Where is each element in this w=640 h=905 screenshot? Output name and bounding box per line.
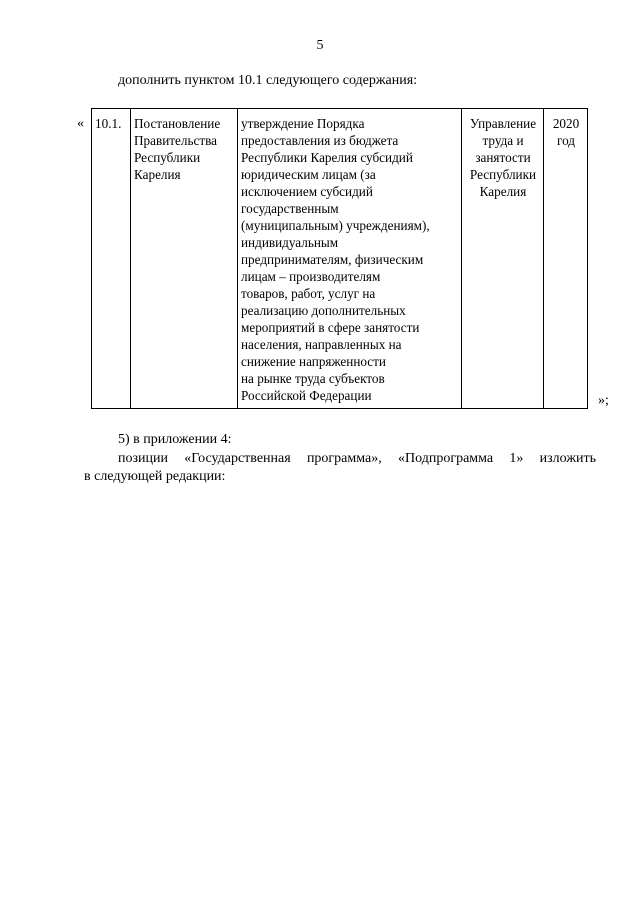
- description-line: товаров, работ, услуг на: [241, 286, 376, 301]
- description-line: государственным: [241, 201, 339, 216]
- deadline-line: год: [556, 133, 575, 148]
- executor-cell: [462, 109, 544, 409]
- description-line: лицам – производителям: [241, 269, 381, 284]
- item-number-cell: 10.1.: [92, 109, 131, 409]
- executor-line: Республики: [469, 167, 537, 182]
- description-line: предоставления из бюджета: [241, 133, 399, 148]
- executor-line: Управление: [469, 116, 537, 131]
- executor-line: Карелия: [479, 184, 527, 199]
- description-line: населения, направленных на: [241, 337, 402, 352]
- description-line: исключением субсидий: [241, 184, 373, 199]
- table-row: [92, 109, 588, 409]
- document-type-line: Правительства: [134, 133, 217, 148]
- description-line: реализацию дополнительных: [241, 303, 406, 318]
- description-line: на рынке труда субъектов: [241, 371, 385, 386]
- opening-quote: «: [77, 116, 84, 131]
- positions-paragraph-line: позиции «Государственная программа», «Подпрограмма 1» изложить: [118, 451, 596, 466]
- description-line: снижение напряженности: [241, 354, 386, 369]
- description-line: юридическим лицам (за: [241, 167, 376, 182]
- executor-line: занятости: [475, 150, 531, 165]
- document-type-line: Карелия: [134, 167, 181, 182]
- document-type-line: Постановление: [134, 116, 221, 131]
- description-line: утверждение Порядка: [241, 116, 365, 131]
- deadline-cell: [544, 109, 588, 409]
- deadline-line: 2020: [552, 116, 580, 131]
- intro-paragraph: дополнить пунктом 10.1 следующего содержания:: [118, 73, 418, 88]
- positions-paragraph-continuation: в следующей редакции:: [84, 469, 226, 484]
- document-type-cell: [131, 109, 238, 409]
- description-line: (муниципальным) учреждениям),: [241, 218, 430, 233]
- inserted-item-table: [91, 108, 588, 409]
- description-line: Республики Карелия субсидий: [241, 150, 413, 165]
- description-line: Российской Федерации: [241, 388, 372, 403]
- executor-line: труда и: [482, 133, 524, 148]
- item-5-heading: 5) в приложении 4:: [118, 432, 232, 447]
- page-number: 5: [316, 38, 324, 53]
- document-type-line: Республики: [134, 150, 201, 165]
- closing-quote: »;: [598, 393, 609, 408]
- description-cell: [238, 109, 462, 409]
- description-line: индивидуальным: [241, 235, 339, 250]
- description-line: мероприятий в сфере занятости: [241, 320, 420, 335]
- description-line: предпринимателям, физическим: [241, 252, 424, 267]
